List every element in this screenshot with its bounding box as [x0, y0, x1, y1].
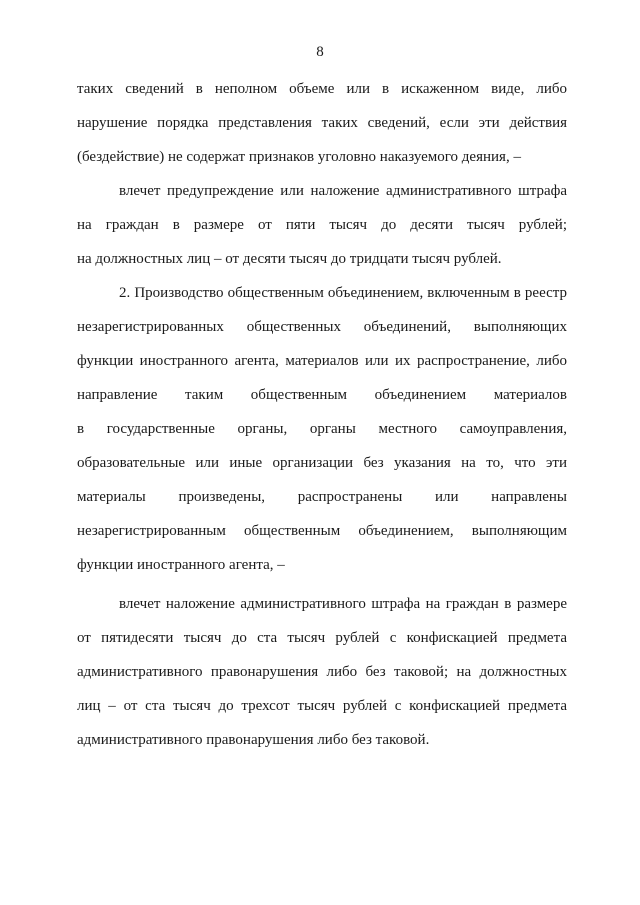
text-line: незарегистрированным общественным объединением, выполняющим: [77, 523, 567, 539]
text-line: лиц – от ста тысяч до трехсот тысяч рублей с конфискацией предмета: [77, 698, 567, 714]
text-line: незарегистрированных общественных объединений, выполняющих: [77, 319, 567, 335]
paragraph-item-2: [77, 276, 567, 582]
text-line: материалы произведены, распространены или направлены: [77, 489, 567, 505]
text-line: образовательные или иные организации без указания на то, что эти: [77, 455, 567, 471]
text-line: от пятидесяти тысяч до ста тысяч рублей с конфискацией предмета: [77, 630, 567, 646]
text-line: (бездействие) не содержат признаков уголовно наказуемого деяния, –: [77, 149, 521, 165]
text-line: функции иностранного агента, материалов или их распространение, либо: [77, 353, 567, 369]
text-line: 2. Производство общественным объединением, включенным в реестр: [119, 285, 567, 301]
text-line: влечет предупреждение или наложение административного штрафа: [119, 183, 567, 199]
text-line: на граждан в размере от пяти тысяч до десяти тысяч рублей;: [77, 217, 567, 233]
text-line: административного правонарушения либо без таковой.: [77, 732, 430, 748]
text-line: на должностных лиц – от десяти тысяч до тридцати тысяч рублей.: [77, 251, 502, 267]
paragraph-continuation: [77, 72, 567, 174]
text-line: направление таким общественным объединением материалов: [77, 387, 567, 403]
text-line: нарушение порядка представления таких сведений, если эти действия: [77, 115, 567, 131]
paragraph-penalty-2: [77, 587, 567, 757]
text-line: таких сведений в неполном объеме или в искаженном виде, либо: [77, 81, 567, 97]
paragraph-penalty-1: [77, 174, 567, 276]
page-number: 8: [316, 44, 324, 60]
text-line: административного правонарушения либо без таковой; на должностных: [77, 664, 567, 680]
text-line: функции иностранного агента, –: [77, 557, 285, 573]
text-line: влечет наложение административного штрафа на граждан в размере: [119, 596, 567, 612]
text-line: в государственные органы, органы местного самоуправления,: [77, 421, 567, 437]
